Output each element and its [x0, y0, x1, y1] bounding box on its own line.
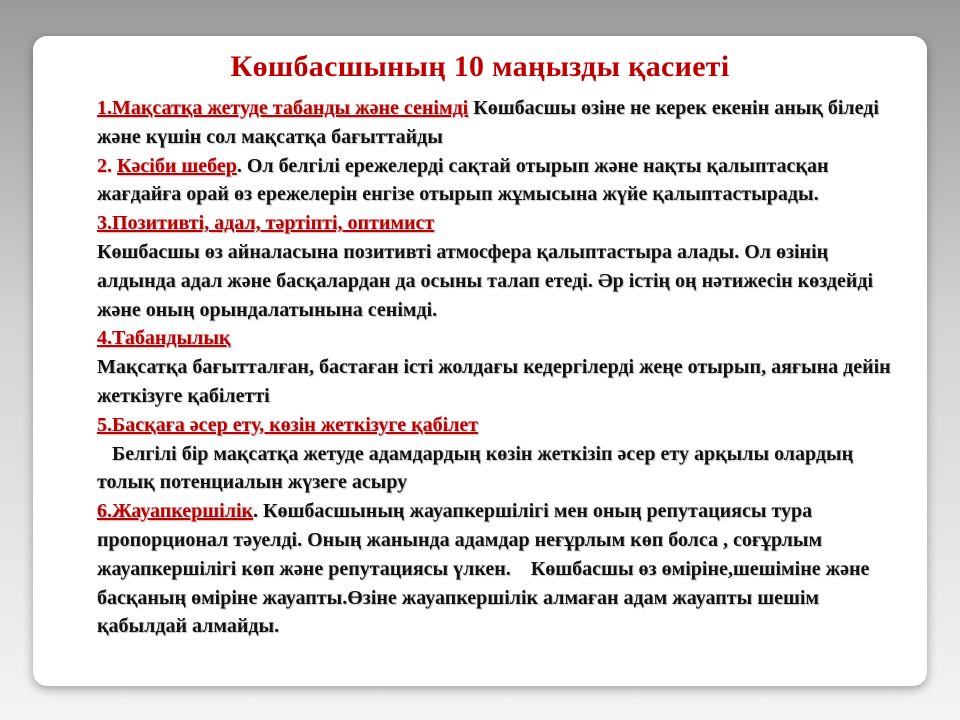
section-3-body: Көшбасшы өз айналасына позитивті атмосфера қалыптастыра алады. Ол өзінің алдында адал және басқалардан да осыны талап етеді. Әр істің оң нәтижесін көздейді және оның орындалатынына сенімді. [97, 240, 874, 321]
section-4-heading-text: 4.Табандылық [97, 327, 231, 350]
section-4-body: Мақсатқа бағытталған, бастаған істі жолдағы кедергілерді жеңе отырып, аяғына дейін жеткізуге қабілетті [97, 356, 891, 407]
section-6-text: . Көшбасшының жауапкершілігі мен оның репутациясы тура пропорционал тәуелді. Оның жанында адамдар неғұрлым көп болса , соғұрлым жауапкершілігі көп және репутациясы үлкен. Көшбасшы өз өміріне,шешіміне және басқаның өміріне жауапты.Өзіне жауапкершілік алмаған адам жауапты шешім қабылдай алмайды. [97, 500, 875, 638]
section-5-heading [97, 411, 897, 440]
section-2-prefix: 2. [97, 154, 117, 177]
section-1-heading: 1.Мақсатқа жетуде табанды және сенімді [97, 97, 469, 119]
section-3-heading [97, 209, 897, 238]
section-2-text: . Ол белгілі ережелерді сақтай отырып және нақты қалыптасқан жағдайға орай өз ережелерін енгізе отырып жұмысына жүйе қалыптастырады. [97, 154, 829, 206]
section-6-heading: 6.Жауапкершілік [97, 500, 254, 523]
section-3-heading-text: 3.Позитивті, адал, тәртіпті, оптимист [97, 212, 435, 235]
section-2-heading: Кәсіби шебер [117, 154, 237, 177]
slide-card [33, 36, 927, 686]
section-1-text: Көшбасшы өзіне не керек екенін анық біледі және күшін сол мақсатқа бағыттайды [97, 97, 879, 148]
section-1 [97, 94, 897, 152]
section-5-heading-text: 5.Басқаға әсер ету, көзін жеткізуге қабілет [97, 413, 479, 436]
section-4-heading [97, 324, 897, 353]
slide-body [97, 94, 897, 641]
slide-title: Көшбасшының 10 маңызды қасиеті [230, 50, 730, 83]
section-5-body: Белгілі бір мақсатқа жетуде адамдардың көзін жеткізіп әсер ету арқылы олардың толық потенциалын жүзеге асыру [97, 442, 859, 494]
section-2 [97, 152, 897, 210]
section-6 [97, 497, 897, 641]
